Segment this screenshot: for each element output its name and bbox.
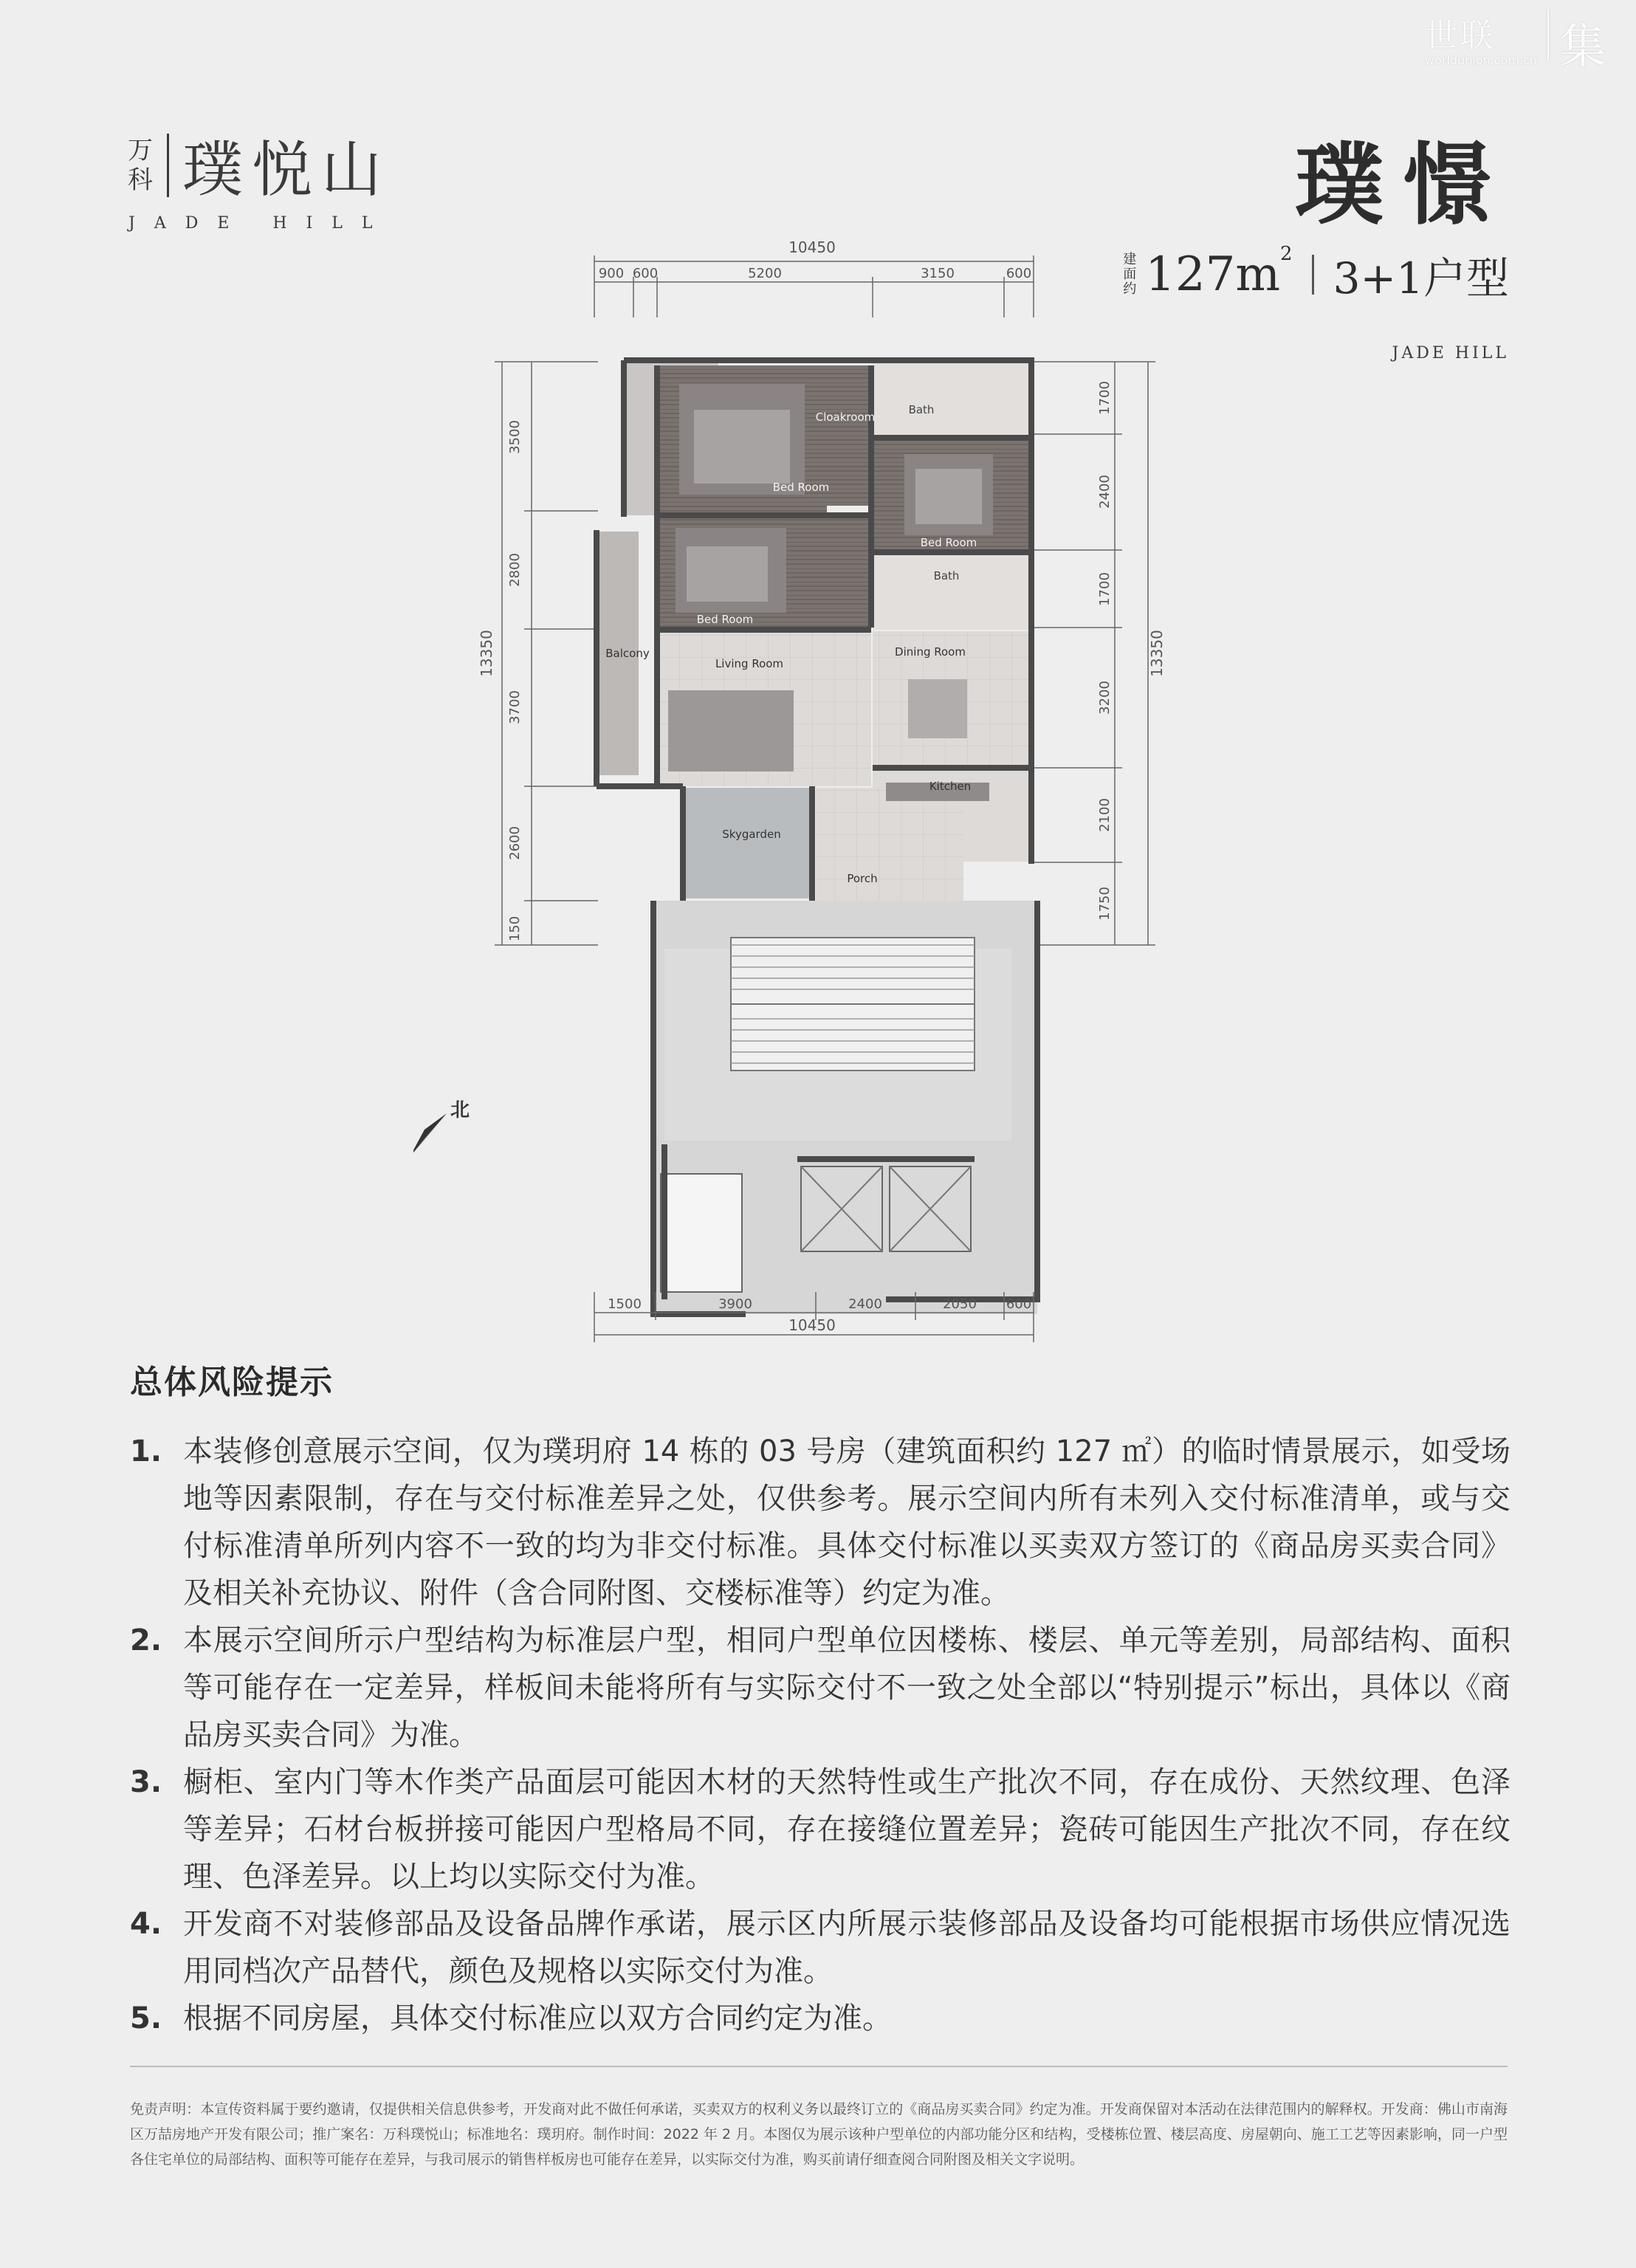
dim-left-5: 150: [507, 915, 523, 942]
dim-left-3: 3700: [507, 690, 523, 724]
room-label-bedroom-mid: Bed Room: [696, 613, 754, 626]
dim-right-5: 2100: [1097, 798, 1113, 832]
room-label-dining: Dining Room: [895, 645, 966, 659]
risk-item-number: 3.: [130, 1765, 162, 1799]
watermark-main: 世联: [1425, 17, 1496, 55]
dim-left-1: 3500: [507, 420, 523, 454]
disclaimer-text: 免责声明：本宣传资料属于要约邀请，仅提供相关信息供参考，开发商对此不做任何承诺，买卖双方的权利义务以最终订立的《商品房买卖合同》约定为准。开发商保留对本活动在法律范围内的解释权。开发商：佛山市南海区万喆房地产开发有限公司；推广案名：万科璞悦山；标准地名：璞玥府。制作时间：2022 年 2 月。本图仅为展示该种户型单位的内部功能分区和结构，受楼栋位置、楼层高度、房屋朝向、施工工艺等因素影响，同一户型各住宅单位的局部结构、面积等可能存在差异，与我司展示的销售样板房也可能存在差异，以实际交付为准，购买前请仔细查阅合同附图及相关文字说明。: [130, 2101, 1508, 2168]
logo-english: JADE HILL: [128, 214, 392, 233]
dim-top-3: 5200: [748, 266, 782, 281]
risk-item: [130, 1995, 1510, 2042]
room-label-kitchen: Kitchen: [929, 780, 972, 793]
logo-brand-line1: 万: [128, 135, 153, 165]
risk-item: [130, 1759, 1510, 1900]
logo-brand-line2: 科: [128, 165, 153, 195]
risk-item-number: 2.: [130, 1623, 162, 1657]
room-label-bath-mid: Bath: [933, 569, 960, 583]
dim-bottom-total: 10450: [788, 1316, 836, 1334]
logo-name: 璞悦山: [182, 135, 391, 205]
unit-type: 3+1户型: [1333, 253, 1509, 303]
unit-summary: [1123, 244, 1509, 306]
dim-left-2: 2800: [507, 553, 523, 587]
risk-item-text: 开发商不对装修部品及设备品牌作承诺，展示区内所展示装修部品及设备均可能根据市场供应情况选用同档次产品替代，颜色及规格以实际交付为准。: [183, 1907, 1510, 1988]
room-label-bedroom-master: Bed Room: [772, 481, 830, 494]
north-arrow-icon: [413, 1113, 447, 1157]
north-label: 北: [450, 1099, 470, 1121]
jade-hill-tag: JADE HILL: [1392, 344, 1509, 362]
risk-item-number: 1.: [130, 1434, 162, 1468]
room-label-porch: Porch: [847, 872, 878, 885]
area-unit-superscript: 2: [1280, 243, 1293, 265]
page-title: 璞憬: [1295, 133, 1510, 237]
dim-top-1: 900: [598, 266, 625, 281]
risk-item-text: 橱柜、室内门等木作类产品面层可能因木材的天然特性或生产批次不同，存在成份、天然纹理、色泽等差异；石材台板拼接可能因户型格局不同，存在接缝位置差异；瓷砖可能因生产批次不同，存在纹理、色泽差异。以上均以实际交付为准。: [183, 1765, 1510, 1894]
logo-divider: [167, 134, 169, 197]
risk-item: [130, 1900, 1510, 1995]
dim-bottom-5: 600: [1006, 1296, 1032, 1312]
room-label-bedroom-right: Bed Room: [920, 536, 977, 549]
dim-bottom-1: 1500: [608, 1296, 642, 1312]
risk-item-text: 根据不同房屋，具体交付标准应以双方合同约定为准。: [183, 2001, 892, 2035]
room-label-living: Living Room: [715, 657, 784, 670]
dim-bottom-4: 2050: [943, 1296, 977, 1312]
dimension-top: [594, 255, 1034, 317]
risk-item-number: 4.: [130, 1907, 162, 1941]
risk-item-text: 本装修创意展示空间，仅为璞玥府 14 栋的 03 号房（建筑面积约 127 ㎡）的临时情景展示，如受场地等因素限制，存在与交付标准差异之处，仅供参考。展示空间内所有未列入交付标准清单，或与交付标准清单所列内容不一致的均为非交付标准。具体交付标准以买卖双方签订的《商品房买卖合同》及相关补充协议、附件（含合同附图、交楼标准等）约定为准。: [183, 1434, 1510, 1610]
dimension-right: [1034, 362, 1155, 945]
risk-item-text: 本展示空间所示户型结构为标准层户型，相同户型单位因楼栋、楼层、单元等差别，局部结构、面积等可能存在一定差异，样板间未能将所有与实际交付不一致之处全部以“特别提示”标出，具体以《商品房买卖合同》为准。: [183, 1623, 1510, 1752]
watermark: [1425, 9, 1606, 77]
dim-left-4: 2600: [507, 826, 523, 860]
room-label-cloakroom: Cloakroom: [815, 410, 876, 424]
dim-bottom-3: 2400: [848, 1296, 882, 1312]
dim-right-1: 1700: [1097, 381, 1113, 415]
dim-right-6: 1750: [1097, 887, 1113, 921]
dim-top-2: 600: [632, 266, 659, 281]
logo-brand: [126, 136, 155, 195]
dim-top-5: 600: [1006, 266, 1032, 281]
risk-item-number: 5.: [130, 2001, 162, 2035]
divider-line: [130, 2066, 1508, 2067]
dim-bottom-2: 3900: [718, 1296, 752, 1312]
dim-right-2: 2400: [1097, 475, 1113, 509]
watermark-sub: worldunion.com.cn: [1425, 53, 1537, 67]
dim-top-total: 10450: [788, 238, 836, 256]
building-core: [653, 901, 1037, 1314]
watermark-divider: [1547, 9, 1549, 61]
dim-top-4: 3150: [921, 266, 955, 281]
dim-right-4: 3200: [1097, 681, 1113, 715]
area-unit: m: [1235, 247, 1281, 302]
area-label: 建面约: [1123, 252, 1137, 297]
room-label-bath-top: Bath: [908, 403, 935, 416]
brand-logo: [126, 122, 392, 233]
dim-right-total: 13350: [1148, 630, 1166, 677]
area-value: 127: [1145, 247, 1236, 302]
risk-item: [130, 1617, 1510, 1759]
room-label-skygarden: Skygarden: [722, 828, 781, 841]
watermark-side: 集: [1559, 20, 1606, 75]
risk-item: [130, 1428, 1510, 1617]
risk-list: [130, 1428, 1510, 2042]
summary-divider: [1312, 255, 1314, 295]
risk-title: 总体风险提示: [130, 1364, 334, 1401]
room-label-balcony: Balcony: [605, 647, 650, 660]
dim-right-3: 1700: [1097, 572, 1113, 606]
floor-plan: [413, 236, 1166, 1344]
dim-left-total: 13350: [478, 630, 495, 677]
apartment-unit: [597, 360, 1031, 943]
